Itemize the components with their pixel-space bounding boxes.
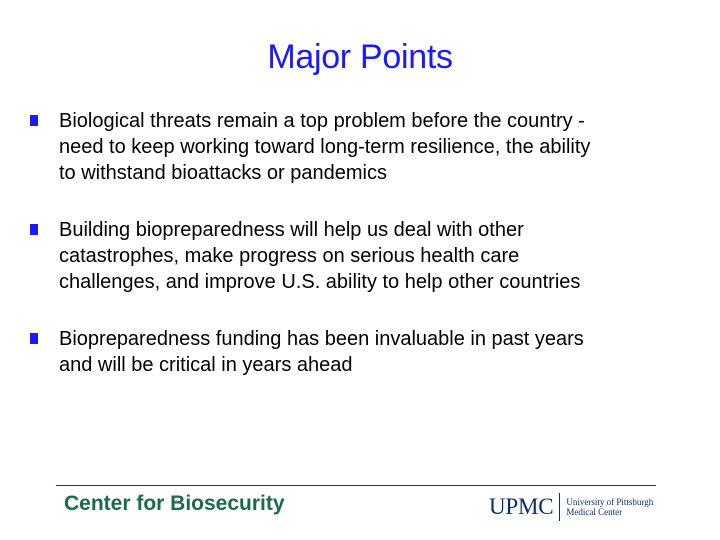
bullet-line: to withstand bioattacks or pandemics [59,162,387,184]
bullet-text [59,108,710,186]
bullet-line: Biological threats remain a top problem before the country - [59,110,585,132]
bullet-line: need to keep working toward long-term resilience, the ability [59,136,591,158]
bullet-text [59,326,710,378]
upmc-logo-subtitle-line: Medical Center [566,507,623,517]
bullet-line: challenges, and improve U.S. ability to help other countries [59,271,581,293]
bullet-item [30,108,710,186]
upmc-logo-wordmark: UPMC [489,493,560,521]
footer-divider [56,485,656,486]
bullet-line: Biopreparedness funding has been invaluable in past years [59,328,584,350]
bullet-text [59,217,710,295]
square-bullet-icon [30,115,38,126]
bullet-line: Building biopreparedness will help us deal with other [59,219,524,241]
square-bullet-icon [30,224,38,235]
upmc-logo-subtitle [560,497,653,517]
bullet-item [30,326,710,378]
slide-title: Major Points [267,38,453,76]
upmc-logo-subtitle-line: University of Pittsburgh [566,497,654,507]
bullet-item [30,217,710,295]
upmc-logo [489,493,653,521]
bullet-line: and will be critical in years ahead [59,354,353,376]
bullet-line: catastrophes, make progress on serious health care [59,245,520,267]
square-bullet-icon [30,333,38,344]
center-for-biosecurity-logo: Center for Biosecurity [64,492,285,515]
bullet-list [30,108,710,378]
